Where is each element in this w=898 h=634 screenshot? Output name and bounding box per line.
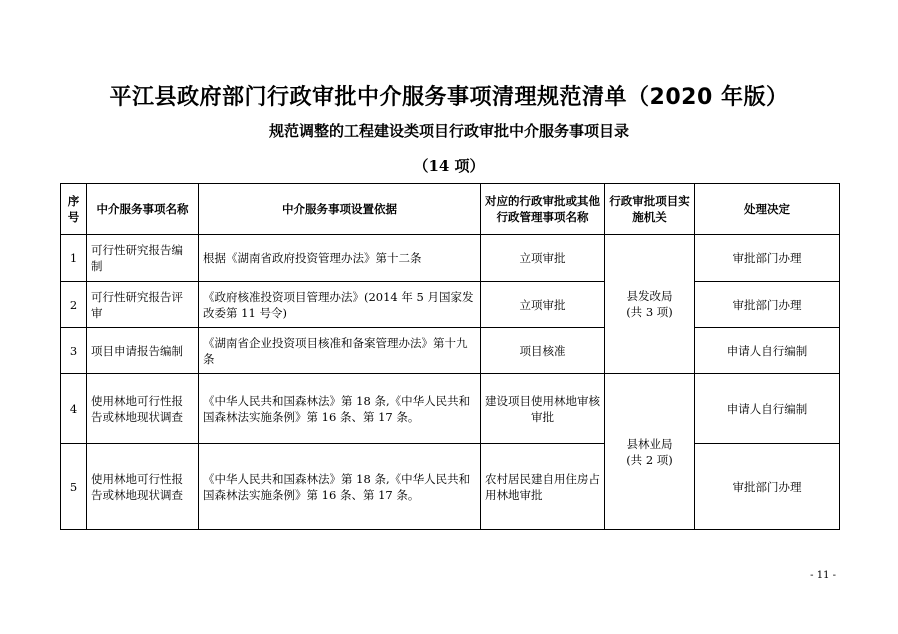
table-row [61,328,840,374]
table-row [61,282,840,328]
row-decision: 审批部门办理 [695,444,840,530]
row-name: 项目申请报告编制 [87,328,199,374]
header-basis: 中介服务事项设置依据 [199,184,481,235]
page-number: - 11 - [810,570,836,581]
row-no: 4 [61,374,87,444]
document-title: 平江县政府部门行政审批中介服务事项清理规范清单（2020 年版） [109,85,789,110]
table-row [61,444,840,530]
row-basis: 《政府核准投资项目管理办法》(2014 年 5 月国家发改委第 11 号令) [199,282,481,328]
row-no: 1 [61,235,87,282]
agency-group-cell [605,235,695,374]
header-approval: 对应的行政审批或其他行政管理事项名称 [481,184,605,235]
header-decision: 处理决定 [695,184,840,235]
row-basis: 根据《湖南省政府投资管理办法》第十二条 [199,235,481,282]
row-basis: 《湖南省企业投资项目核准和备案管理办法》第十九条 [199,328,481,374]
header-agency: 行政审批项目实施机关 [605,184,695,235]
row-decision: 申请人自行编制 [695,328,840,374]
row-approval: 立项审批 [481,282,605,328]
header-name: 中介服务事项名称 [87,184,199,235]
agency-name: 县林业局 [626,436,673,451]
row-approval: 农村居民建自用住房占用林地审批 [481,444,605,530]
agency-count: (共 3 项) [626,305,673,319]
row-no: 5 [61,444,87,530]
row-basis: 《中华人民共和国森林法》第 18 条,《中华人民共和国森林法实施条例》第 16 条、第 17 条。 [199,374,481,444]
header-no: 序号 [61,184,87,235]
table-header-row [61,184,840,235]
row-name: 使用林地可行性报告或林地现状调查 [87,374,199,444]
row-no: 2 [61,282,87,328]
document-subtitle: 规范调整的工程建设类项目行政审批中介服务事项目录 [268,122,629,140]
row-decision: 审批部门办理 [695,282,840,328]
row-no: 3 [61,328,87,374]
row-name: 可行性研究报告编制 [87,235,199,282]
table-row [61,235,840,282]
agency-name: 县发改局 [626,289,673,303]
agency-count: (共 2 项) [626,452,673,467]
row-approval: 项目核准 [481,328,605,374]
row-decision: 审批部门办理 [695,235,840,282]
agency-group-cell [605,374,695,530]
row-basis: 《中华人民共和国森林法》第 18 条,《中华人民共和国森林法实施条例》第 16 条、第 17 条。 [199,444,481,530]
row-approval: 建设项目使用林地审核审批 [481,374,605,444]
table-row [61,374,840,444]
row-name: 可行性研究报告评审 [87,282,199,328]
item-count: （14 项） [413,157,485,175]
row-name: 使用林地可行性报告或林地现状调查 [87,444,199,530]
row-approval: 立项审批 [481,235,605,282]
row-decision: 申请人自行编制 [695,374,840,444]
services-table [60,183,840,530]
